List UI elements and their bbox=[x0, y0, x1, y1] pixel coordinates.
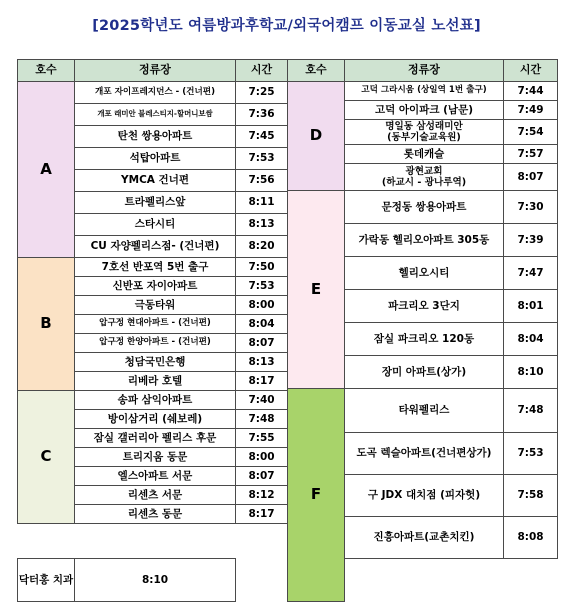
stop-time-text: 8:00 bbox=[248, 298, 275, 311]
stop-name-text: 석탑아파트 bbox=[129, 152, 181, 165]
header-zone-left: 호수 bbox=[18, 60, 75, 82]
stop-name-text: 고덕 그라시움 (상일역 1번 출구) bbox=[361, 85, 487, 96]
stop-time bbox=[504, 323, 558, 356]
stop-time-text: 8:11 bbox=[248, 196, 275, 209]
stop-name-text: 개포 자이프레지던스 - (건너편) bbox=[94, 86, 216, 97]
stop-time bbox=[504, 257, 558, 290]
stop-time bbox=[504, 433, 558, 475]
stop-time bbox=[236, 104, 288, 126]
stop-time bbox=[236, 236, 288, 258]
stop-name bbox=[75, 170, 236, 192]
stop-name bbox=[75, 126, 236, 148]
stop-time bbox=[236, 192, 288, 214]
stop-time bbox=[504, 164, 558, 191]
stop-name-text: YMCA 건너편 bbox=[121, 174, 189, 187]
stop-name-text: 잠실 파크리오 120동 bbox=[373, 332, 475, 345]
stop-name bbox=[345, 120, 504, 145]
stop-name bbox=[75, 448, 236, 467]
stop-time-text: 8:13 bbox=[248, 355, 275, 368]
route-table-wrapper bbox=[17, 59, 558, 602]
stop-name-text: 극동타워 bbox=[134, 298, 176, 311]
stop-time-text: 8:01 bbox=[517, 299, 544, 312]
stop-name-text: 헬리오시티 bbox=[398, 266, 450, 279]
stop-time-text: 7:58 bbox=[517, 489, 544, 502]
header-time-right: 시간 bbox=[504, 60, 558, 82]
stop-name-text: 고덕 아이파크 (남문) bbox=[374, 103, 474, 116]
stop-name bbox=[345, 164, 504, 191]
stop-time bbox=[236, 334, 288, 353]
stop-time bbox=[504, 224, 558, 257]
stop-time bbox=[504, 356, 558, 389]
stop-time-text: 7:44 bbox=[517, 84, 544, 97]
stop-name-text: 리센츠 서문 bbox=[127, 488, 183, 501]
route-table bbox=[17, 59, 558, 602]
stop-time-text: 8:12 bbox=[248, 488, 275, 501]
stop-name-text: 트라펠리스앞 bbox=[124, 196, 186, 209]
zone-cell-F bbox=[288, 389, 345, 602]
stop-time bbox=[75, 559, 236, 602]
stop-time-text: 8:08 bbox=[517, 531, 544, 544]
stop-time-text: 7:53 bbox=[248, 279, 275, 292]
header-zone-right: 호수 bbox=[288, 60, 345, 82]
zone-cell-B bbox=[18, 258, 75, 391]
stop-name bbox=[75, 334, 236, 353]
stop-time bbox=[236, 429, 288, 448]
stop-time bbox=[236, 353, 288, 372]
stop-time-text: 7:48 bbox=[248, 412, 275, 425]
stop-time bbox=[504, 389, 558, 433]
stop-name-text: 광현교회 bbox=[405, 165, 443, 177]
stop-time bbox=[236, 391, 288, 410]
stop-name-text: 문정동 쌍용아파트 bbox=[381, 200, 467, 213]
stop-name-text: 파크리오 3단지 bbox=[388, 299, 460, 312]
stop-name-line2: (동부기술교육원) bbox=[387, 132, 461, 143]
stop-name bbox=[75, 467, 236, 486]
stop-time-text: 8:07 bbox=[517, 170, 544, 183]
stop-name bbox=[345, 323, 504, 356]
stop-time-text: 8:20 bbox=[248, 240, 275, 253]
stop-time-text: 8:17 bbox=[248, 374, 275, 387]
stop-time bbox=[236, 410, 288, 429]
stop-name bbox=[345, 145, 504, 164]
stop-time bbox=[236, 214, 288, 236]
stop-name-text: 청담국민은행 bbox=[124, 355, 186, 368]
stop-name-text: 탄천 쌍용아파트 bbox=[117, 130, 193, 143]
stop-time-text: 7:48 bbox=[517, 404, 544, 417]
stop-name bbox=[75, 429, 236, 448]
stop-name-text: 구 JDX 대치점 (피자헛) bbox=[367, 489, 481, 502]
stop-time bbox=[504, 517, 558, 559]
stop-name bbox=[75, 104, 236, 126]
table-row bbox=[18, 82, 558, 101]
stop-time-text: 7:56 bbox=[248, 174, 275, 187]
stop-name bbox=[345, 290, 504, 323]
stop-name-line2: (하교시 - 광나루역) bbox=[381, 177, 467, 188]
page-title: [2025학년도 여름방과후학교/외국어캠프 이동교실 노선표] bbox=[92, 18, 481, 34]
header-stop-right: 정류장 bbox=[345, 60, 504, 82]
route-table-body bbox=[18, 82, 558, 602]
stop-name bbox=[75, 277, 236, 296]
stop-time bbox=[236, 448, 288, 467]
stop-name-text: 신반포 자이아파트 bbox=[112, 279, 198, 292]
stop-time bbox=[236, 296, 288, 315]
stop-name bbox=[75, 486, 236, 505]
stop-time bbox=[236, 505, 288, 524]
stop-time-text: 8:07 bbox=[248, 469, 275, 482]
stop-name bbox=[75, 148, 236, 170]
stop-time-text: 8:04 bbox=[517, 332, 544, 345]
stop-time bbox=[236, 258, 288, 277]
stop-name-text: 장미 아파트(상가) bbox=[381, 365, 467, 378]
stop-name bbox=[345, 257, 504, 290]
stop-time bbox=[236, 148, 288, 170]
stop-name bbox=[75, 296, 236, 315]
stop-name-text: 명일동 삼성래미안 bbox=[385, 120, 463, 132]
stop-time-text: 7:25 bbox=[248, 86, 275, 99]
stop-time bbox=[236, 277, 288, 296]
stop-time-text: 7:57 bbox=[517, 147, 544, 160]
stop-name-text: 송파 삼익아파트 bbox=[117, 393, 193, 406]
zone-cell-A-text: A bbox=[40, 159, 52, 178]
stop-name bbox=[345, 517, 504, 559]
stop-time-text: 7:40 bbox=[248, 393, 275, 406]
stop-name-text: 압구정 현대아파트 - (건너편) bbox=[99, 318, 211, 329]
stop-time-text: 7:39 bbox=[517, 233, 544, 246]
stop-name-text: 압구정 한양아파트 - (건너편) bbox=[99, 337, 211, 348]
stop-name-text: 리센츠 동문 bbox=[127, 507, 183, 520]
stop-time-text: 7:54 bbox=[517, 125, 544, 138]
stop-name-text: 스타시티 bbox=[134, 218, 176, 231]
header-time-left: 시간 bbox=[236, 60, 288, 82]
stop-time-text: 7:50 bbox=[248, 260, 275, 273]
stop-name bbox=[75, 353, 236, 372]
stop-name bbox=[75, 391, 236, 410]
zone-cell-B-text: B bbox=[40, 314, 52, 333]
stop-time-text: 7:49 bbox=[517, 103, 544, 116]
stop-time-text: 8:10 bbox=[141, 573, 169, 586]
header-stop-left: 정류장 bbox=[75, 60, 236, 82]
stop-name bbox=[75, 214, 236, 236]
zone-cell-E-text: E bbox=[310, 279, 322, 298]
stop-time-text: 7:53 bbox=[517, 447, 544, 460]
zone-cell-C bbox=[18, 391, 75, 524]
stop-name bbox=[75, 505, 236, 524]
stop-name bbox=[75, 82, 236, 104]
stop-name bbox=[345, 224, 504, 257]
zone-cell-A bbox=[18, 82, 75, 258]
stop-name bbox=[18, 559, 75, 602]
stop-time bbox=[504, 120, 558, 145]
stop-time bbox=[236, 315, 288, 334]
zone-cell-F-text: F bbox=[310, 485, 322, 504]
stop-name-text: 트리지움 동문 bbox=[122, 450, 188, 463]
stop-time bbox=[504, 475, 558, 517]
stop-time bbox=[504, 290, 558, 323]
stop-time-text: 8:00 bbox=[248, 450, 275, 463]
stop-time-text: 8:13 bbox=[248, 218, 275, 231]
stop-name-text: 가락동 헬리오아파트 305동 bbox=[358, 233, 490, 246]
stop-name-text: 리베라 호텔 bbox=[127, 374, 183, 387]
stop-time bbox=[504, 145, 558, 164]
stop-name-text: 롯데캐슬 bbox=[403, 147, 445, 160]
stop-time-text: 7:47 bbox=[517, 266, 544, 279]
stop-name-text: 7호선 반포역 5번 출구 bbox=[101, 260, 209, 273]
stop-name bbox=[75, 258, 236, 277]
stop-name-text: 엘스아파트 서문 bbox=[117, 469, 193, 482]
stop-time bbox=[504, 191, 558, 224]
zone-cell-C-text: C bbox=[40, 447, 52, 466]
stop-name bbox=[345, 389, 504, 433]
stop-name-text: 개포 래미안 블레스티지-할머니보쌈 bbox=[97, 109, 213, 119]
stop-name-text: 잠실 갤러리아 펠리스 후문 bbox=[93, 431, 217, 444]
stop-time-text: 8:10 bbox=[517, 365, 544, 378]
stop-time-text: 7:53 bbox=[248, 152, 275, 165]
stop-name bbox=[345, 101, 504, 120]
zone-cell-E bbox=[288, 191, 345, 389]
stop-name bbox=[345, 82, 504, 101]
stop-name-text: 도곡 렉슬아파트(건너편상가) bbox=[356, 447, 492, 460]
stop-time-text: 7:55 bbox=[248, 431, 275, 444]
stop-name-text: 진흥아파트(교촌치킨) bbox=[373, 531, 475, 544]
stop-time bbox=[236, 486, 288, 505]
stop-time bbox=[236, 126, 288, 148]
table-header-row bbox=[18, 60, 558, 82]
stop-time-text: 8:04 bbox=[248, 317, 275, 330]
stop-time-text: 8:07 bbox=[248, 336, 275, 349]
zone-cell-D bbox=[288, 82, 345, 191]
stop-time bbox=[236, 82, 288, 104]
stop-time bbox=[504, 101, 558, 120]
stop-time bbox=[504, 82, 558, 101]
stop-name-text: CU 자양펠리스점- (건너편) bbox=[90, 240, 220, 253]
stop-name bbox=[75, 372, 236, 391]
stop-time-text: 7:36 bbox=[248, 108, 275, 121]
stop-name-text: 방이삼거리 (쉐보레) bbox=[107, 412, 203, 425]
stop-name bbox=[345, 475, 504, 517]
stop-time-text: 7:30 bbox=[517, 200, 544, 213]
stop-time bbox=[236, 372, 288, 391]
stop-time-text: 8:17 bbox=[248, 507, 275, 520]
stop-time bbox=[236, 170, 288, 192]
zone-cell-D-text: D bbox=[309, 126, 323, 145]
stop-name bbox=[75, 315, 236, 334]
stop-time-text: 7:45 bbox=[248, 130, 275, 143]
stop-name bbox=[345, 433, 504, 475]
stop-name bbox=[75, 192, 236, 214]
stop-name-text: 타워펠리스 bbox=[398, 404, 450, 417]
stop-name bbox=[345, 191, 504, 224]
stop-time bbox=[236, 467, 288, 486]
stop-name bbox=[75, 236, 236, 258]
stop-name bbox=[75, 410, 236, 429]
stop-name-text: 닥터홍 치과 bbox=[18, 573, 74, 586]
stop-name bbox=[345, 356, 504, 389]
